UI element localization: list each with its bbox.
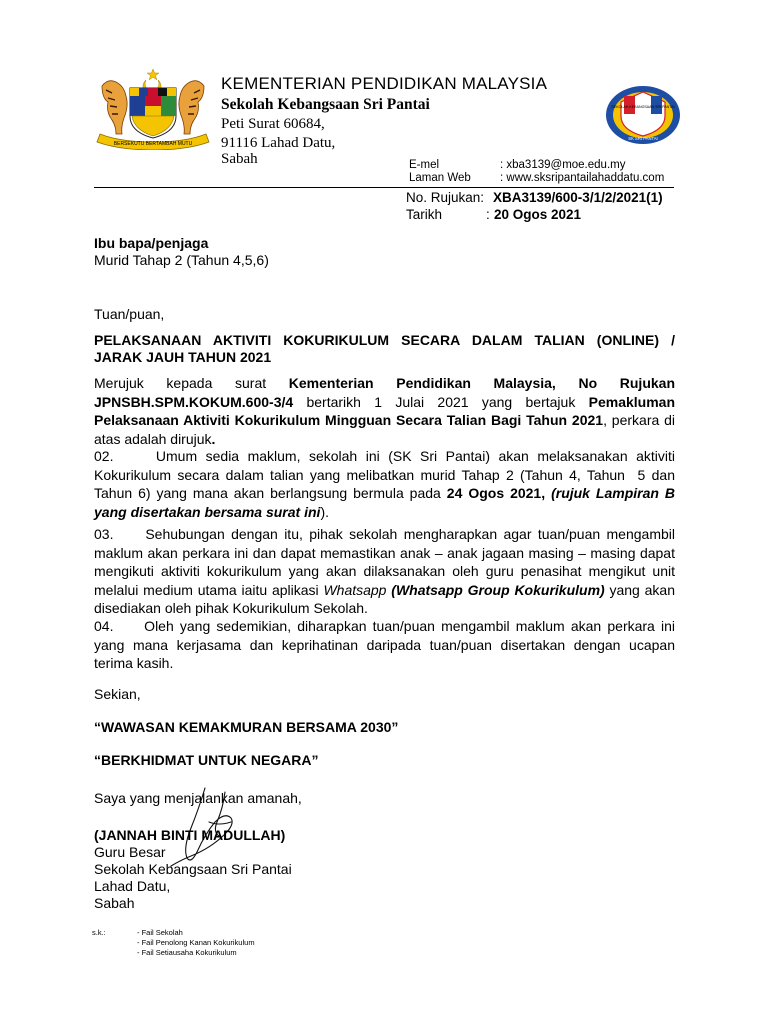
para2-comma: , (541, 485, 552, 502)
school-logo-text: SEKOLAH KEBANGSAAN SRI PANTAI (611, 105, 675, 109)
reference-number: XBA3139/600-3/1/2/2021(1) (493, 190, 663, 205)
closing-sekian: Sekian, (94, 686, 141, 702)
para3-app-name: Whatsapp (323, 581, 387, 598)
date-label: Tarikh (406, 207, 443, 222)
web-value: : www.sksripantailahaddatu.com (500, 172, 665, 184)
coat-of-arms-logo (94, 68, 212, 150)
paragraph-3 (94, 525, 675, 618)
cc-label: s.k.: (92, 928, 106, 937)
closing-trust-line: Saya yang menjalankan amanah, (94, 790, 302, 806)
para2-start-date: 24 Ogos 2021 (446, 485, 542, 502)
paragraph-2 (94, 447, 675, 521)
address-line-1: Peti Surat 60684, (221, 116, 325, 132)
para1-circular-title: Pemakluman Pelaksanaan Aktiviti Kokurikulum Mingguan Secara Talian Bagi Tahun 2021 (94, 393, 675, 429)
signatory-title: Guru Besar (94, 844, 166, 860)
cc-item: - Fail Penolong Kanan Kokurikulum (137, 938, 255, 947)
motto-berkhidmat: “BERKHIDMAT UNTUK NEGARA” (94, 752, 319, 768)
signatory-school: Sekolah Kebangsaan Sri Pantai (94, 861, 292, 877)
para2-text-1: 02. Umum sedia maklum, sekolah ini (SK Sri Pantai) akan melaksanakan aktiviti Kokurikulum secara dalam talian yang melibatkan murid Tahap 2 (Tahun 4, Tahun 5 dan Tahun 6) yang mana akan berlangsung bermula pada (94, 448, 675, 502)
recipient-group: Murid Tahap 2 (Tahun 4,5,6) (94, 252, 269, 268)
subject-line-2: JARAK JAUH TAHUN 2021 (94, 349, 272, 365)
para1-period: . (211, 430, 216, 447)
date-colon: : (486, 207, 490, 222)
crest-motto-text: BERSEKUTU BERTAMBAH MUTU (113, 141, 193, 147)
para1-text-1: Merujuk kepada surat (94, 375, 289, 391)
header-divider (94, 187, 674, 188)
email-label: E-mel (409, 159, 440, 171)
signatory-town: Lahad Datu, (94, 878, 171, 894)
signatory-name: (JANNAH BINTI MADULLAH) (94, 827, 286, 843)
paragraph-4: 04. Oleh yang sedemikian, diharapkan tuan/puan mengambil maklum akan perkara ini yang mana kerjasama dan keprihatinan daripada tuan/puan disertakan dengan ucapan terima kasih. (94, 618, 675, 672)
salutation: Tuan/puan, (94, 306, 165, 322)
reference-label: No. Rujukan: (406, 190, 485, 205)
school-logo-ring-text: SK SRI PANTAI (628, 136, 658, 141)
paragraph-1 (94, 374, 675, 448)
para2-text-2: ). (320, 503, 329, 520)
signatory-state: Sabah (94, 895, 135, 911)
letter-date: 20 Ogos 2021 (494, 207, 582, 222)
ministry-name: KEMENTERIAN PENDIDIKAN MALAYSIA (221, 74, 548, 93)
school-logo (604, 84, 682, 146)
school-name: Sekolah Kebangsaan Sri Pantai (221, 96, 430, 113)
para3-text-1: 03. Sehubungan dengan itu, pihak sekolah mengharapkan agar tuan/puan mengambil maklum akan perkara ini dan dapat memastikan anak – anak jagaan masing – masing dapat mengikuti aktiviti kokurikulum yang akan dilaksanakan oleh guru penasihat mengikut unit melalui medium utama iaitu aplikasi (94, 526, 675, 598)
address-line-2: 91116 Lahad Datu, (221, 135, 336, 151)
motto-wawasan: “WAWASAN KEMAKMURAN BERSAMA 2030” (94, 719, 399, 735)
para1-text-3: , perkara di atas adalah dirujuk (94, 412, 675, 447)
para1-ministry-ref: Kementerian Pendidikan Malaysia, No Rujukan JPNSBH.SPM.KOKUM.600-3/4 (94, 375, 675, 410)
para1-text-2: bertarikh 1 Julai 2021 yang bertajuk (293, 393, 589, 410)
cc-item: - Fail Setiausaha Kokurikulum (137, 948, 237, 957)
recipient-title: Ibu bapa/penjaga (94, 235, 209, 251)
web-label: Laman Web (409, 172, 471, 184)
subject-line-1: PELAKSANAAN AKTIVITI KOKURIKULUM SECARA DALAM TALIAN (ONLINE) / (94, 332, 675, 348)
address-line-3: Sabah (221, 151, 258, 167)
para3-group-name: (Whatsapp Group Kokurikulum) (391, 581, 605, 598)
cc-item: - Fail Sekolah (137, 928, 183, 937)
email-value: : xba3139@moe.edu.my (500, 159, 626, 171)
para3-text-3: yang akan disediakan oleh pihak Kokurikulum Sekolah. (94, 581, 676, 617)
para2-appendix-note: (rujuk Lampiran B yang disertakan bersama surat ini (94, 485, 676, 520)
